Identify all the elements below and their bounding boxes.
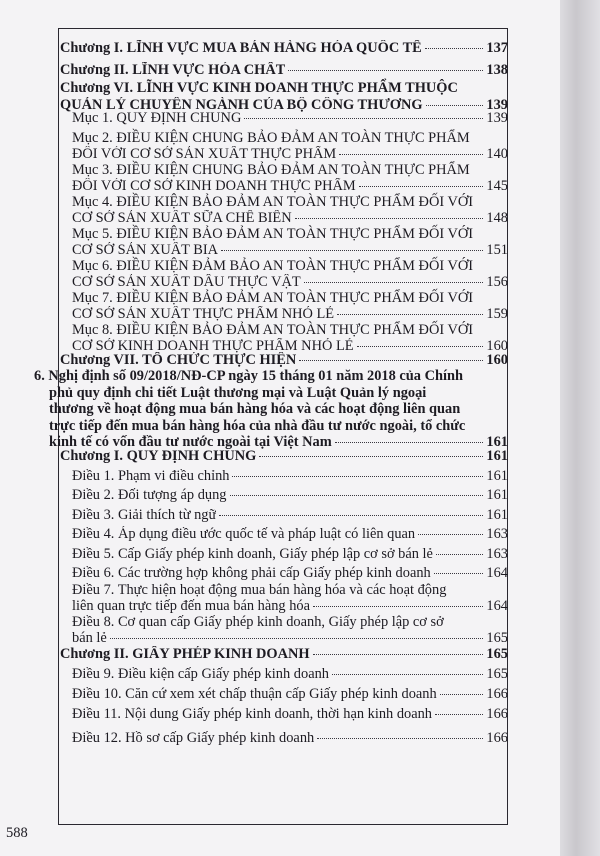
toc-entry — [72, 322, 508, 354]
leader-dots — [313, 654, 484, 655]
toc-entry-title: Chương VII. TỔ CHỨC THỰC HIỆN — [60, 352, 297, 368]
toc-entry-page: 166 — [486, 686, 508, 702]
toc-entry-title: Điều 4. Áp dụng điều ước quốc tế và pháp luật có liên quan — [72, 526, 416, 542]
toc-entry-page: 161 — [486, 487, 508, 503]
toc-entry-page: 145 — [486, 178, 508, 194]
toc-entry — [72, 546, 508, 562]
leader-dots — [232, 476, 483, 477]
toc-entry-title: Điều 5. Cấp Giấy phép kinh doanh, Giấy phép lập cơ sở bán lẻ — [72, 546, 433, 562]
leader-dots — [436, 554, 483, 555]
toc-entry-line: Mục 8. ĐIỀU KIỆN BẢO ĐẢM AN TOÀN THỰC PHẨM ĐỐI VỚI — [72, 322, 474, 338]
toc-entry-page: 166 — [486, 706, 508, 722]
toc-entry-line: Mục 2. ĐIỀU KIỆN CHUNG BẢO ĐẢM AN TOÀN THỰC PHẨM — [72, 130, 470, 146]
toc-entry-page: 161 — [486, 468, 508, 484]
toc-entry — [60, 80, 508, 114]
leader-dots — [332, 674, 483, 675]
leader-dots — [304, 282, 484, 283]
toc-entry-page: 156 — [486, 274, 508, 290]
toc-entry — [60, 62, 508, 78]
leader-dots — [357, 346, 484, 347]
page-number: 588 — [6, 825, 28, 841]
toc-entry-page: 137 — [486, 40, 508, 56]
toc-entry-page: 160 — [486, 338, 508, 354]
toc-entry-line: Mục 3. ĐIỀU KIỆN CHUNG BẢO ĐẢM AN TOÀN THỰC PHẨM — [72, 162, 470, 178]
toc-entry-title: Điều 12. Hồ sơ cấp Giấy phép kinh doanh — [72, 730, 315, 746]
toc-entry — [60, 646, 508, 662]
toc-entry — [72, 487, 508, 503]
toc-entry-page: 138 — [486, 62, 508, 78]
leader-dots — [359, 186, 484, 187]
toc-entry-line: thương về hoạt động mua bán hàng hóa và các hoạt động liên quan — [49, 401, 461, 417]
toc-entry-title: Điều 1. Phạm vi điều chỉnh — [72, 468, 230, 484]
toc-entry-title: Chương II. GIẤY PHÉP KINH DOANH — [60, 646, 310, 662]
toc-entry-title: CƠ SỞ SẢN XUẤT SỮA CHẾ BIẾN — [72, 210, 292, 226]
toc-entry-page: 165 — [486, 646, 508, 662]
toc-entry — [72, 706, 508, 722]
toc-entry — [72, 526, 508, 542]
leader-dots — [110, 638, 484, 639]
toc-entry-line: 6. Nghị định số 09/2018/NĐ-CP ngày 15 tháng 01 năm 2018 của Chính — [34, 368, 464, 384]
toc-entry-title: Chương I. LĨNH VỰC MUA BÁN HÀNG HÓA QUỐC TẾ — [60, 40, 422, 56]
toc-entry-page: 164 — [486, 565, 508, 581]
toc-entry-line: Mục 5. ĐIỀU KIỆN BẢO ĐẢM AN TOÀN THỰC PHẨM ĐỐI VỚI — [72, 226, 474, 242]
toc-entry-line: Mục 6. ĐIỀU KIỆN ĐẢM BẢO AN TOÀN THỰC PHẨM ĐỐI VỚI — [72, 258, 474, 274]
toc-entry-title: ĐỐI VỚI CƠ SỞ KINH DOANH THỰC PHẨM — [72, 178, 356, 194]
toc-entry — [72, 468, 508, 484]
leader-dots — [440, 694, 484, 695]
toc-entry-title: CƠ SỞ KINH DOANH THỰC PHẨM NHỎ LẺ — [72, 338, 354, 354]
toc-entry-title: Điều 9. Điều kiện cấp Giấy phép kinh doanh — [72, 666, 329, 682]
leader-dots — [219, 515, 483, 516]
toc-entry — [72, 686, 508, 702]
toc-entry-line: phủ quy định chi tiết Luật thương mại và Luật Quản lý ngoại — [49, 384, 427, 401]
toc-entry-page: 139 — [486, 97, 508, 113]
toc-entry-page: 164 — [486, 598, 508, 614]
toc-entry — [34, 368, 508, 451]
toc-entry — [72, 730, 508, 746]
leader-dots — [435, 714, 483, 715]
toc-entry-title: liên quan trực tiếp đến mua bán hàng hóa — [72, 598, 310, 614]
leader-dots — [337, 314, 483, 315]
toc-entry — [72, 110, 508, 126]
leader-dots — [426, 105, 484, 106]
toc-entry — [72, 258, 508, 290]
toc-entry-line: Điều 8. Cơ quan cấp Giấy phép kinh doanh, Giấy phép lập cơ sở — [72, 614, 444, 630]
toc-entry — [72, 565, 508, 581]
toc-entry-page: 151 — [486, 242, 508, 258]
toc-entry-line: Chương VI. LĨNH VỰC KINH DOANH THỰC PHẨM THUỘC — [60, 80, 458, 96]
toc-entry-title: Chương II. LĨNH VỰC HÓA CHẤT — [60, 62, 286, 78]
leader-dots — [418, 534, 483, 535]
leader-dots — [299, 360, 483, 361]
toc-entry — [72, 290, 508, 322]
toc-entry — [72, 582, 508, 614]
toc-entry-title: bán lẻ — [72, 630, 107, 646]
toc-entry — [72, 666, 508, 682]
toc-entry-page: 140 — [486, 146, 508, 162]
toc-entry — [60, 352, 508, 368]
toc-entry-line: trực tiếp đến mua bán hàng hóa của nhà đầu tư nước ngoài, tổ chức — [49, 417, 466, 434]
leader-dots — [259, 456, 483, 457]
toc-entry — [72, 130, 508, 162]
toc-entry-title: Điều 10. Căn cứ xem xét chấp thuận cấp Giấy phép kinh doanh — [72, 686, 437, 702]
toc-entry-title: CƠ SỞ SẢN XUẤT BIA — [72, 242, 219, 258]
leader-dots — [230, 495, 484, 496]
toc-entry-page: 139 — [486, 110, 508, 126]
toc-entry — [72, 194, 508, 226]
toc-entry-line: Mục 4. ĐIỀU KIỆN BẢO ĐẢM AN TOÀN THỰC PHẨM ĐỐI VỚI — [72, 194, 474, 210]
toc-entry-page: 163 — [486, 526, 508, 542]
leader-dots — [335, 442, 484, 443]
leader-dots — [295, 218, 484, 219]
leader-dots — [339, 154, 483, 155]
leader-dots — [434, 573, 484, 574]
toc-entry-line: Điều 7. Thực hiện hoạt động mua bán hàng hóa và các hoạt động — [72, 582, 447, 598]
leader-dots — [313, 606, 483, 607]
toc-entry-title: QUẢN LÝ CHUYÊN NGÀNH CỦA BỘ CÔNG THƯƠNG — [60, 97, 423, 113]
toc-entry-title: kinh tế có vốn đầu tư nước ngoài tại Việt Nam — [49, 434, 332, 450]
leader-dots — [221, 250, 483, 251]
toc-entry-page: 166 — [486, 730, 508, 746]
toc-entry-page: 161 — [486, 434, 508, 450]
toc-entry-title: Điều 6. Các trường hợp không phải cấp Giấy phép kinh doanh — [72, 565, 431, 581]
toc-entry-line: Mục 7. ĐIỀU KIỆN BẢO ĐẢM AN TOÀN THỰC PHẨM ĐỐI VỚI — [72, 290, 474, 306]
page-edge — [560, 0, 600, 856]
toc-entry-page: 161 — [486, 507, 508, 523]
leader-dots — [317, 738, 483, 739]
toc-entry-title: Chương I. QUY ĐỊNH CHUNG — [60, 448, 257, 464]
toc-entry-title: CƠ SỞ SẢN XUẤT THỰC PHẨM NHỎ LẺ — [72, 306, 335, 322]
toc-entry-title: Điều 2. Đối tượng áp dụng — [72, 487, 227, 503]
toc-entry — [72, 614, 508, 646]
toc-entry — [72, 507, 508, 523]
toc-entry-title: CƠ SỞ SẢN XUẤT DẦU THỰC VẬT — [72, 274, 301, 290]
toc-entry-page: 161 — [486, 448, 508, 464]
toc-entry — [60, 448, 508, 464]
toc-entry-page: 148 — [486, 210, 508, 226]
leader-dots — [244, 118, 483, 119]
leader-dots — [425, 48, 484, 49]
toc-entry-title: ĐỐI VỚI CƠ SỞ SẢN XUẤT THỰC PHẨM — [72, 146, 337, 162]
toc-entry-title: Mục 1. QUY ĐỊNH CHUNG — [72, 110, 242, 126]
toc-entry — [72, 226, 508, 258]
toc-entry — [72, 162, 508, 194]
toc-entry-page: 163 — [486, 546, 508, 562]
toc-entry-page: 165 — [486, 666, 508, 682]
toc-entry-page: 165 — [486, 630, 508, 646]
toc-entry — [60, 40, 508, 56]
toc-entry-title: Điều 11. Nội dung Giấy phép kinh doanh, thời hạn kinh doanh — [72, 706, 432, 722]
toc-entry-page: 159 — [486, 306, 508, 322]
toc-entry-page: 160 — [486, 352, 508, 368]
toc-entry-title: Điều 3. Giải thích từ ngữ — [72, 507, 217, 523]
leader-dots — [288, 70, 483, 71]
